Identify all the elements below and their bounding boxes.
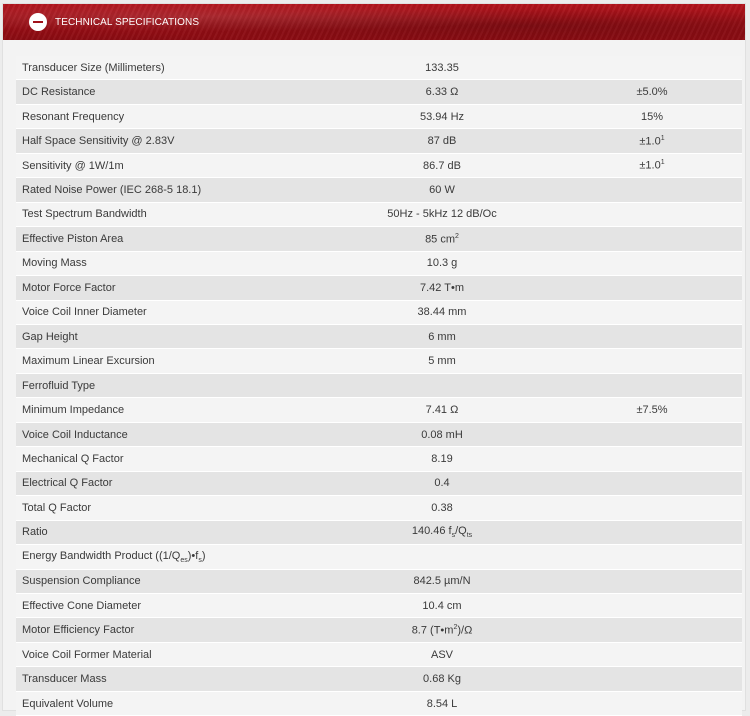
spec-tolerance	[562, 300, 742, 324]
spec-value: 10.4 cm	[322, 593, 562, 617]
spec-tolerance	[562, 56, 742, 80]
value-text: 85 cm	[425, 233, 456, 246]
value-subscript: ts	[466, 532, 473, 540]
spec-row	[16, 545, 742, 569]
spec-tolerance	[562, 276, 742, 300]
spec-tolerance	[562, 496, 742, 520]
collapse-minus-icon[interactable]	[29, 13, 47, 31]
spec-name: Suspension Compliance	[16, 569, 322, 593]
spec-row	[16, 80, 742, 104]
spec-row	[16, 569, 742, 593]
spec-value: 133.35	[322, 56, 562, 80]
spec-value: 7.41 Ω	[322, 398, 562, 422]
footnote-marker: 1	[660, 159, 665, 167]
spec-name: Motor Force Factor	[16, 276, 322, 300]
spec-value: 6 mm	[322, 324, 562, 348]
spec-tolerance	[562, 373, 742, 397]
spec-row	[16, 471, 742, 495]
spec-tolerance	[562, 667, 742, 691]
spec-tolerance	[562, 153, 742, 177]
spec-row	[16, 593, 742, 617]
value-text: /Q	[455, 525, 467, 538]
spec-tolerance	[562, 642, 742, 666]
spec-tolerance	[562, 618, 742, 642]
spec-value: 38.44 mm	[322, 300, 562, 324]
spec-row	[16, 496, 742, 520]
spec-name: Resonant Frequency	[16, 104, 322, 128]
name-subscript: s	[198, 556, 202, 564]
unit-exponent: 2	[455, 232, 459, 240]
spec-tolerance: 15%	[562, 104, 742, 128]
value-subscript: s	[451, 532, 456, 540]
spec-tolerance	[562, 251, 742, 275]
spec-value: 8.19	[322, 447, 562, 471]
name-text: )•f	[187, 549, 199, 562]
spec-tolerance	[562, 545, 742, 569]
spec-row	[16, 227, 742, 251]
spec-name: Gap Height	[16, 324, 322, 348]
spec-name: Minimum Impedance	[16, 398, 322, 422]
spec-value	[322, 520, 562, 544]
value-text: 8.7 (T•m	[411, 624, 454, 637]
spec-row	[16, 349, 742, 373]
spec-name: Test Spectrum Bandwidth	[16, 202, 322, 226]
spec-tolerance	[562, 349, 742, 373]
unit-exponent: 2	[453, 623, 458, 631]
spec-tolerance	[562, 593, 742, 617]
spec-row	[16, 300, 742, 324]
spec-name: Mechanical Q Factor	[16, 447, 322, 471]
spec-row	[16, 667, 742, 691]
spec-row	[16, 373, 742, 397]
spec-tolerance	[562, 129, 742, 153]
spec-value: 0.38	[322, 496, 562, 520]
spec-name: Ratio	[16, 520, 322, 544]
spec-value: 86.7 dB	[322, 153, 562, 177]
spec-name: Voice Coil Inductance	[16, 422, 322, 446]
spec-value	[322, 373, 562, 397]
spec-value: 0.68 Kg	[322, 667, 562, 691]
spec-row	[16, 324, 742, 348]
spec-value	[322, 227, 562, 251]
spec-name: Maximum Linear Excursion	[16, 349, 322, 373]
spec-tolerance	[562, 569, 742, 593]
name-text: )	[201, 549, 206, 562]
spec-row	[16, 422, 742, 446]
spec-tolerance	[562, 422, 742, 446]
section-title: TECHNICAL SPECIFICATIONS	[55, 16, 200, 28]
spec-name	[16, 545, 322, 569]
spec-row	[16, 202, 742, 226]
spec-value: 60 W	[322, 178, 562, 202]
spec-tolerance	[562, 691, 742, 715]
spec-row	[16, 56, 742, 80]
value-text: )/Ω	[457, 624, 473, 637]
footnote-marker: 1	[660, 134, 665, 142]
spec-name: Sensitivity @ 1W/1m	[16, 153, 322, 177]
tolerance-text: ±1.0	[639, 135, 661, 148]
spec-value: 7.42 T•m	[322, 276, 562, 300]
spec-value: 0.08 mH	[322, 422, 562, 446]
spec-row	[16, 178, 742, 202]
spec-tolerance	[562, 227, 742, 251]
spec-tolerance	[562, 324, 742, 348]
spec-row	[16, 251, 742, 275]
spec-row	[16, 129, 742, 153]
spec-value	[322, 618, 562, 642]
spec-value: 50Hz - 5kHz 12 dB/Oc	[322, 202, 562, 226]
spec-name: DC Resistance	[16, 80, 322, 104]
spec-name: Voice Coil Former Material	[16, 642, 322, 666]
value-text: 140.46 f	[411, 525, 452, 538]
spec-tolerance	[562, 471, 742, 495]
spec-row	[16, 447, 742, 471]
spec-row	[16, 398, 742, 422]
spec-name: Voice Coil Inner Diameter	[16, 300, 322, 324]
spec-name: Ferrofluid Type	[16, 373, 322, 397]
spec-row	[16, 642, 742, 666]
spec-tolerance: ±7.5%	[562, 398, 742, 422]
spec-value	[322, 545, 562, 569]
spec-tolerance: ±5.0%	[562, 80, 742, 104]
spec-name: Rated Noise Power (IEC 268-5 18.1)	[16, 178, 322, 202]
spec-tolerance	[562, 202, 742, 226]
spec-row	[16, 104, 742, 128]
technical-specifications-panel	[2, 3, 746, 711]
spec-value: 53.94 Hz	[322, 104, 562, 128]
spec-row	[16, 691, 742, 715]
specifications-accordion-header[interactable]	[3, 4, 745, 40]
specifications-table	[16, 56, 742, 716]
spec-value: ASV	[322, 642, 562, 666]
spec-name: Effective Piston Area	[16, 227, 322, 251]
spec-value: 842.5 µm/N	[322, 569, 562, 593]
spec-name: Half Space Sensitivity @ 2.83V	[16, 129, 322, 153]
spec-value: 6.33 Ω	[322, 80, 562, 104]
spec-name: Motor Efficiency Factor	[16, 618, 322, 642]
spec-name: Total Q Factor	[16, 496, 322, 520]
spec-value: 5 mm	[322, 349, 562, 373]
spec-name: Transducer Mass	[16, 667, 322, 691]
spec-row	[16, 520, 742, 544]
spec-row	[16, 276, 742, 300]
spec-value: 10.3 g	[322, 251, 562, 275]
spec-tolerance	[562, 447, 742, 471]
spec-tolerance	[562, 520, 742, 544]
spec-name: Moving Mass	[16, 251, 322, 275]
spec-value: 87 dB	[322, 129, 562, 153]
spec-tolerance	[562, 178, 742, 202]
spec-row	[16, 618, 742, 642]
spec-name: Equivalent Volume	[16, 691, 322, 715]
tolerance-text: ±1.0	[639, 159, 661, 172]
spec-row	[16, 153, 742, 177]
name-subscript: es	[180, 556, 188, 564]
spec-name: Effective Cone Diameter	[16, 593, 322, 617]
spec-name: Transducer Size (Millimeters)	[16, 56, 322, 80]
spec-value: 8.54 L	[322, 691, 562, 715]
name-text: Energy Bandwidth Product ((1/Q	[22, 549, 181, 562]
spec-value: 0.4	[322, 471, 562, 495]
spec-name: Electrical Q Factor	[16, 471, 322, 495]
